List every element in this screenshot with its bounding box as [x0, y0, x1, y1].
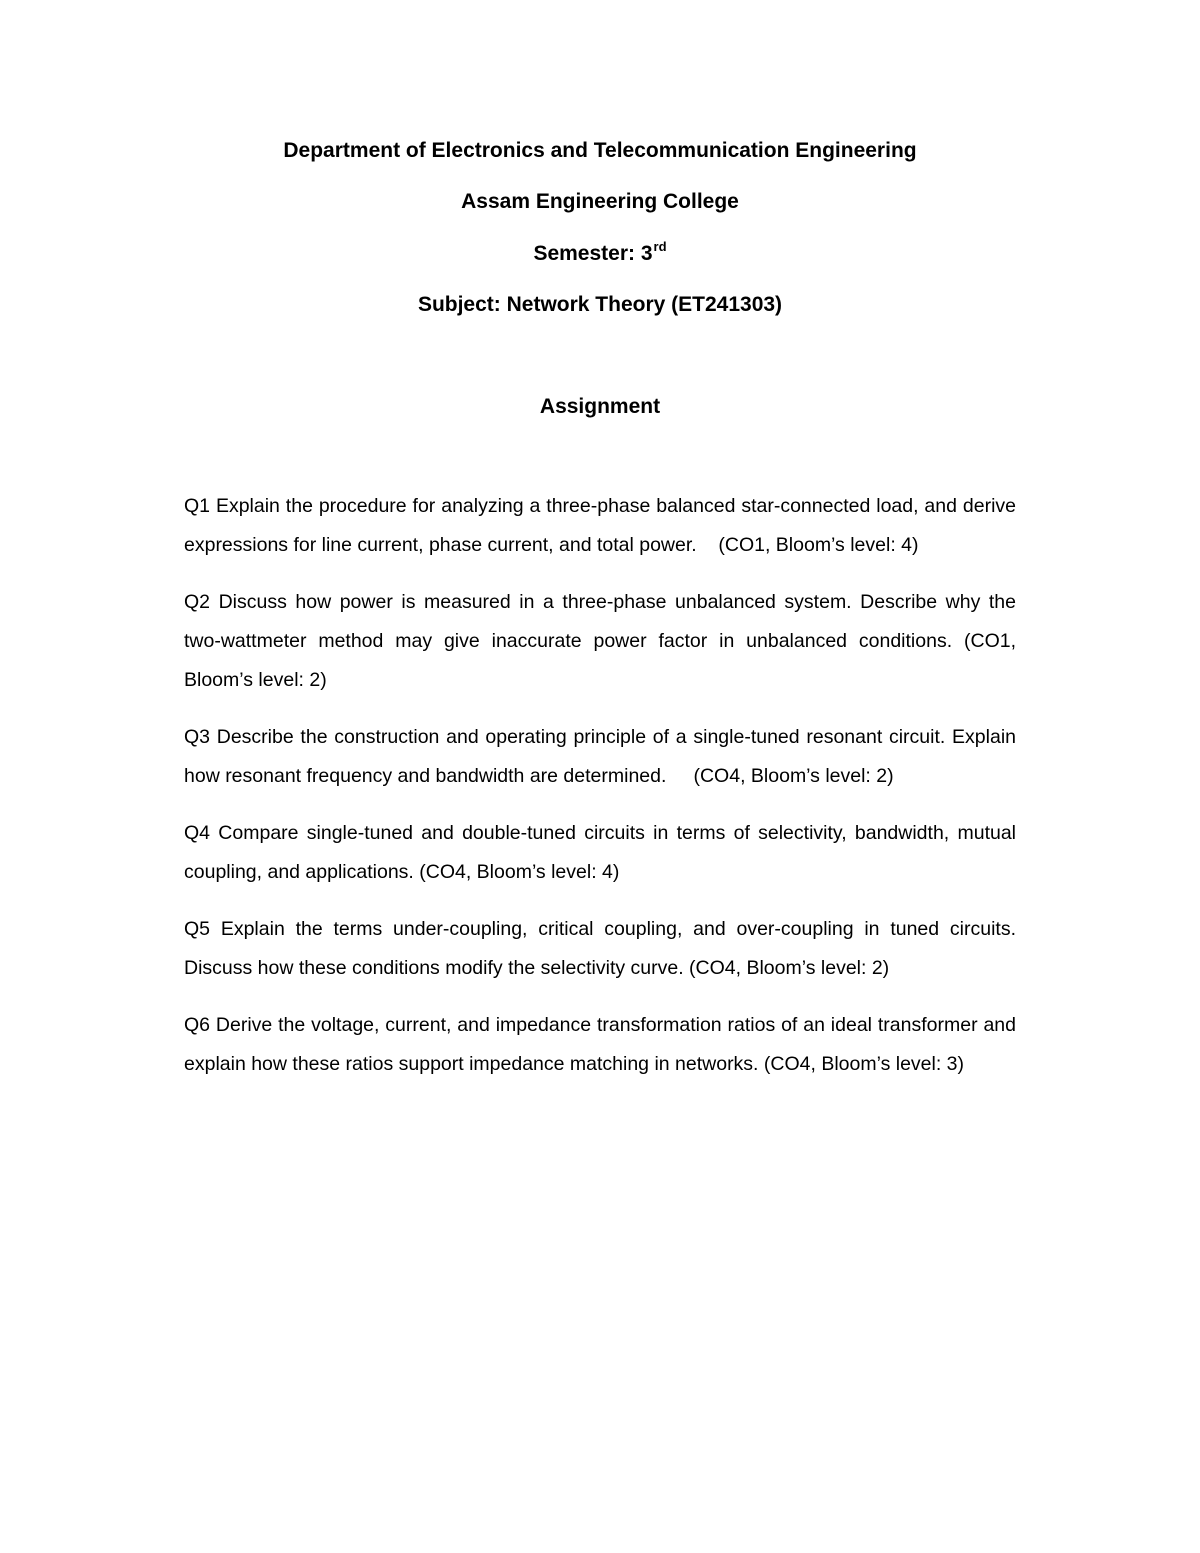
question-item — [184, 718, 1016, 796]
question-number: Q1 — [184, 495, 211, 517]
semester-suffix: rd — [653, 239, 667, 254]
college-name: Assam Engineering College — [461, 190, 739, 213]
question-item — [184, 487, 1016, 565]
question-number: Q3 — [184, 726, 211, 748]
semester-line — [0, 241, 1200, 269]
assignment-heading: Assignment — [539, 395, 661, 418]
question-text: Explain the terms under-coupling, critical coupling, and over-coupling in tuned circuits. Discuss how these conditions modify the selectivity curve. (CO4, Bloom’s level: 2) — [184, 918, 1017, 979]
question-number: Q5 — [184, 918, 211, 940]
question-number: Q6 — [184, 1014, 211, 1036]
question-text: Describe the construction and operating principle of a single-tuned resonant circuit. Explain how resonant frequency and bandwidth are determined. (CO4, Bloom’s level: 2) — [184, 726, 1016, 787]
question-number: Q2 — [184, 591, 211, 613]
question-text: Discuss how power is measured in a three-phase unbalanced system. Describe why the two-wattmeter method may give inaccurate power factor in unbalanced conditions. (CO1, Bloom’s level: 2) — [184, 591, 1016, 691]
question-number: Q4 — [184, 822, 211, 844]
question-text: Explain the procedure for analyzing a three-phase balanced star-connected load, and derive expressions for line current, phase current, and total power. (CO1, Bloom’s level: 4) — [184, 495, 1016, 556]
question-item — [184, 814, 1016, 892]
question-text: Compare single-tuned and double-tuned circuits in terms of selectivity, bandwidth, mutual coupling, and applications. (CO4, Bloom’s level: 4) — [184, 822, 1017, 883]
question-text: Derive the voltage, current, and impedance transformation ratios of an ideal transformer and explain how these ratios support impedance matching in networks. (CO4, Bloom’s level: 3) — [184, 1014, 1016, 1075]
question-item — [184, 583, 1016, 700]
semester-label: Semester: 3 — [533, 242, 653, 265]
subject-line: Subject: Network Theory (ET241303) — [417, 293, 783, 316]
department-title: Department of Electronics and Telecommunication Engineering — [283, 139, 917, 162]
question-item — [184, 910, 1016, 988]
question-item — [184, 1006, 1016, 1084]
